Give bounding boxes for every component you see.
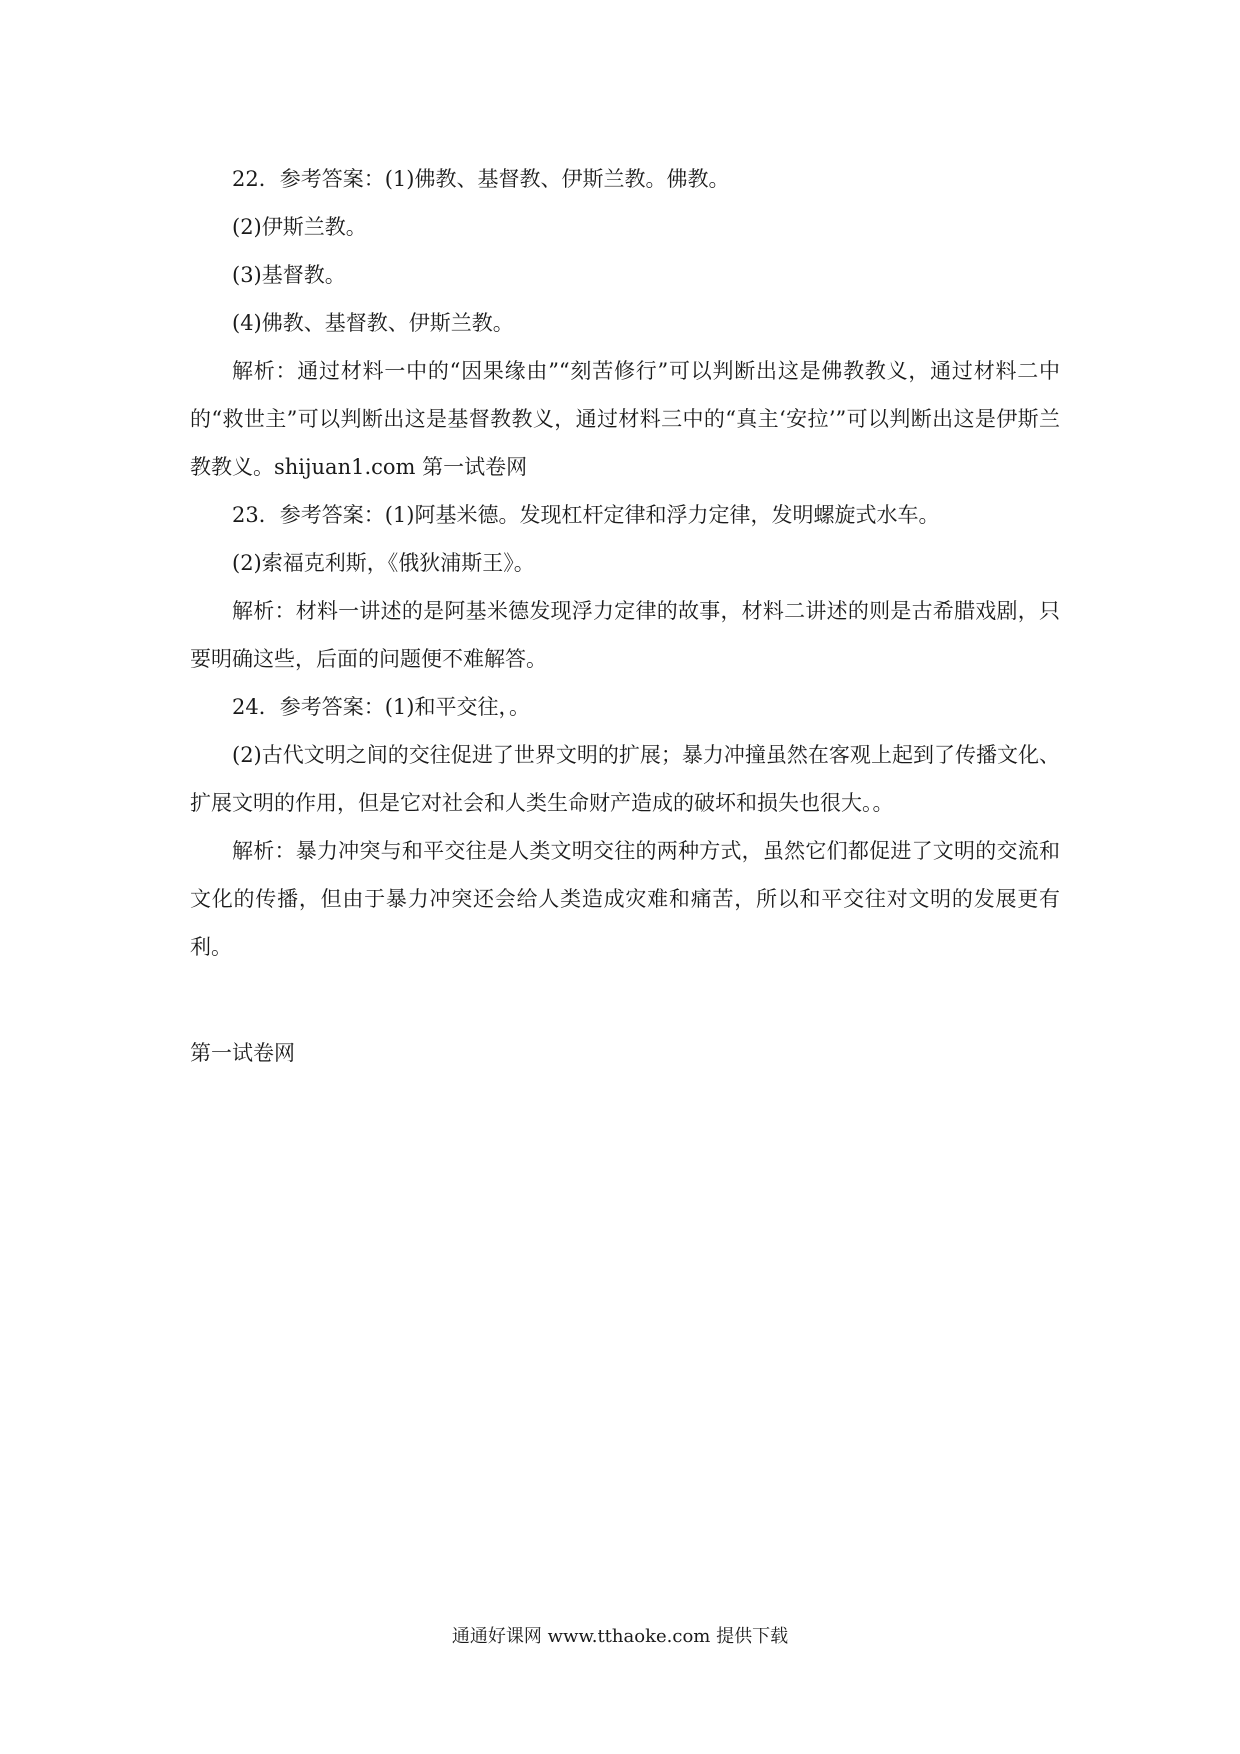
q22-answer-part3: (3)基督教。 [232, 263, 346, 287]
q24-answer: 24．参考答案：(1)和平交往，。 [232, 695, 530, 719]
q22-answer-part4: (4)佛教、基督教、伊斯兰教。 [232, 311, 514, 335]
q24-answer-part2: (2)古代文明之间的交往促进了世界文明的扩展；暴力冲撞虽然在客观上起到了传播文化、扩展文明的作用，但是它对社会和人类生命财产造成的破坏和损失也很大。。 [190, 743, 1060, 815]
q24-explanation: 解析：暴力冲突与和平交往是人类文明交往的两种方式，虽然它们都促进了文明的交流和文化的传播，但由于暴力冲突还会给人类造成灾难和痛苦，所以和平交往对文明的发展更有利。 [190, 839, 1060, 959]
answer-content [190, 155, 1060, 971]
q22-answer-part2: (2)伊斯兰教。 [232, 215, 367, 239]
q23-answer: 23．参考答案：(1)阿基米德。发现杠杆定律和浮力定律，发明螺旋式水车。 [232, 503, 940, 527]
q23-explanation: 解析：材料一讲述的是阿基米德发现浮力定律的故事，材料二讲述的则是古希腊戏剧，只要明确这些，后面的问题便不难解答。 [190, 599, 1060, 671]
q22-explanation: 解析：通过材料一中的“因果缘由”“刻苦修行”可以判断出这是佛教教义，通过材料二中的“救世主”可以判断出这是基督教教义，通过材料三中的“真主‘安拉’”可以判断出这是伊斯兰教教义。shijuan1.com 第一试卷网 [190, 359, 1060, 479]
site-name-line: 第一试卷网 [190, 1041, 295, 1065]
q22-answer: 22．参考答案：(1)佛教、基督教、伊斯兰教。佛教。 [232, 167, 730, 191]
page-footer: 通通好课网 www.tthaoke.com 提供下载 [451, 1626, 789, 1647]
q23-answer-part2: (2)索福克利斯，《俄狄浦斯王》。 [232, 551, 535, 575]
